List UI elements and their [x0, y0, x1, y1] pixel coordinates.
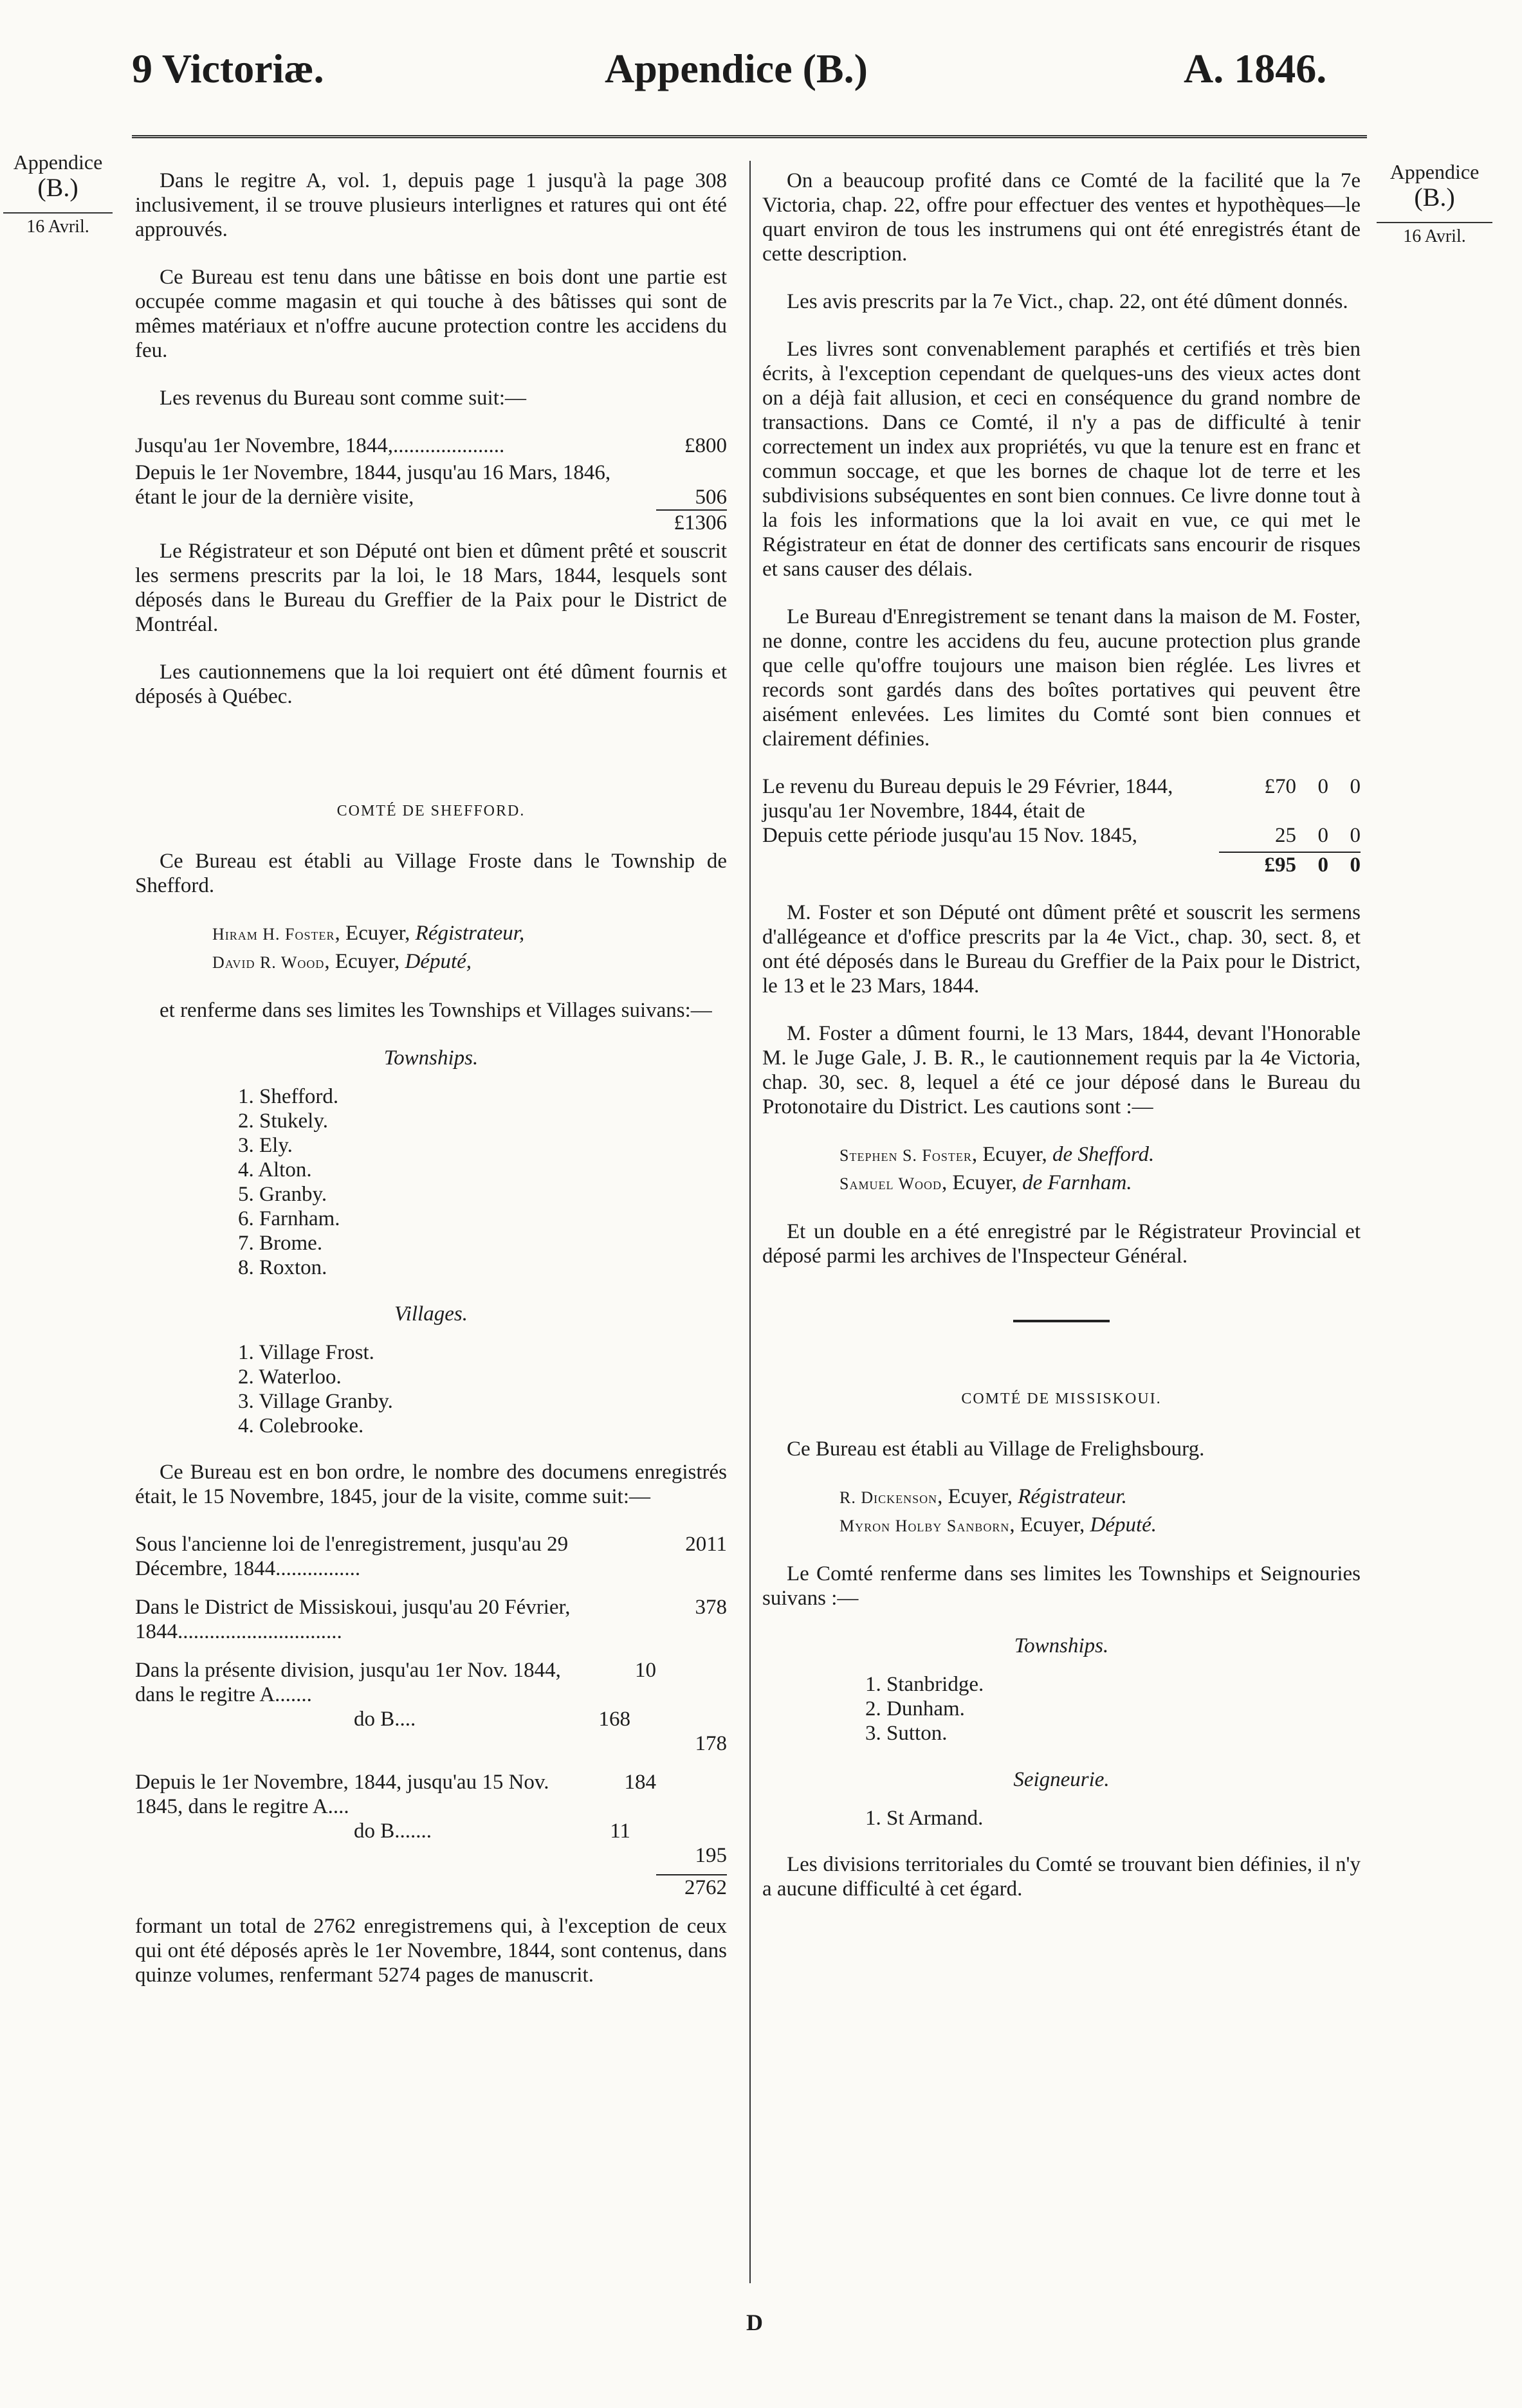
list-item: 6. Farnham.	[238, 1207, 340, 1230]
revenue-row-1: Le revenu du Bureau depuis le 29 Février, 1844, jusqu'au 1er Novembre, 1844, était de £70 0 0	[762, 775, 1361, 823]
officer-registrar: R. Dickenson, Ecuyer, Régistrateur.	[839, 1485, 1127, 1508]
registration-total: 2762	[684, 1876, 727, 1899]
registration-row-1: Sous l'ancienne loi de l'enregistrement, jusqu'au 29 Décembre, 1844................ 2011	[135, 1533, 727, 1580]
townships-list	[238, 1084, 727, 1280]
surety-2: Samuel Wood, Ecuyer, de Farnham.	[839, 1171, 1132, 1194]
officers-missiskoui	[839, 1484, 1361, 1538]
revenue-total: £1306	[656, 509, 727, 535]
list-item: 8. Roxton.	[238, 1256, 327, 1279]
villages-heading: Villages.	[394, 1302, 468, 1326]
section-title-missiskoui: COMTÉ DE MISSISKOUI.	[961, 1391, 1162, 1407]
townships-heading: Townships.	[383, 1046, 479, 1070]
right-paragraph-6: M. Foster a dûment fourni, le 13 Mars, 1844, devant l'Honorable M. le Juge Gale, J. B. R., le cautionnement requis par la 4e Victoria, chap. 30, sec. 8, lequel a été ce jour déposé dans le Bureau du Protonotaire du District. Les cautions sont :—	[762, 1022, 1361, 1118]
villages-list	[238, 1340, 727, 1438]
left-paragraph-4: Le Régistrateur et son Député ont bien et dûment prêté et souscrit les sermens prescrits par la loi, le 18 Mars, 1844, lesquels sont déposés dans le Bureau du Greffier de la Paix pour le District de Montréal.	[135, 540, 727, 636]
left-paragraph-1: Dans le regitre A, vol. 1, depuis page 1 jusqu'à la page 308 inclusivement, il se trouve plusieurs interlignes et ratures qui ont été approuvés.	[135, 169, 727, 241]
right-paragraph-1: On a beaucoup profité dans ce Comté de la facilité que la 7e Victoria, chap. 22, offre pour effectuer des ventes et hypothèques—le quart environ de tous les instrumens qui ont été enregistrés étant de cette description.	[762, 169, 1361, 266]
list-item: 2. Waterloo.	[238, 1365, 342, 1389]
margin-left-date: 16 Avril.	[3, 212, 113, 237]
signature-mark: D	[746, 2310, 763, 2335]
revenue-total: £95 0 0	[1264, 853, 1361, 877]
margin-left-line2: (B.)	[37, 173, 78, 203]
list-item: 3. Village Granby.	[238, 1390, 393, 1413]
margin-right-date: 16 Avril.	[1377, 222, 1492, 247]
left-paragraph-3: Les revenus du Bureau sont comme suit:—	[160, 387, 527, 410]
registration-row-2: Dans le District de Missiskoui, jusqu'au 20 Février, 1844............................... 378	[135, 1596, 727, 1643]
header-right: A. 1846.	[1184, 46, 1327, 91]
officer-deputy: Myron Holby Sanborn, Ecuyer, Député.	[839, 1513, 1157, 1537]
margin-note-right	[1377, 161, 1492, 247]
right-paragraph-10: Les divisions territoriales du Comté se trouvant bien définies, il n'y a aucune difficulté à cet égard.	[762, 1853, 1361, 1901]
revenue-row-1: Jusqu'au 1er Novembre, 1844,..................... £800	[135, 434, 727, 457]
left-paragraph-7: et renferme dans ses limites les Townships et Villages suivans:—	[160, 999, 712, 1022]
registration-row-4: Depuis le 1er Novembre, 1844, jusqu'au 15 Nov. 1845, dans le regitre A.... 184 do B....... 11 195	[135, 1771, 727, 1867]
list-item: 2. Stukely.	[238, 1109, 328, 1133]
registration-row-3: Dans la présente division, jusqu'au 1er Nov. 1844, dans le regitre A....... 10 do B.... 168 178	[135, 1659, 727, 1755]
officers-shefford	[212, 921, 727, 975]
right-paragraph-9: Le Comté renferme dans ses limites les Townships et Seignouries suivans :—	[762, 1562, 1361, 1610]
list-item: 3. Ely.	[238, 1134, 293, 1157]
officer-registrar: Hiram H. Foster, Ecuyer, Régistrateur,	[212, 922, 525, 945]
revenue-row-2: Depuis le 1er Novembre, 1844, jusqu'au 16 Mars, 1846, étant le jour de la dernière visite, 506	[135, 461, 727, 509]
list-item: 2. Dunham.	[865, 1697, 965, 1720]
list-item: 4. Colebrooke.	[238, 1414, 364, 1437]
right-paragraph-7: Et un double en a été enregistré par le Régistrateur Provincial et déposé parmi les archives de l'Inspecteur Général.	[762, 1220, 1361, 1268]
header-rule	[132, 135, 1367, 138]
left-paragraph-5: Les cautionnemens que la loi requiert ont été dûment fournis et déposés à Québec.	[135, 661, 727, 708]
officer-deputy: David R. Wood, Ecuyer, Député,	[212, 950, 472, 973]
surety-1: Stephen S. Foster, Ecuyer, de Shefford.	[839, 1143, 1155, 1166]
margin-right-line2: (B.)	[1414, 183, 1455, 212]
right-paragraph-3: Les livres sont convenablement paraphés et certifiés et très bien écrits, à l'exception cependant de quelques-uns des vieux actes dont on a déjà fait allusion, et ceci en conséquence du grand nombre de transactions. Dans ce Comté, il n'y a pas de difficulté à tenir correctement un index aux propriétés, vu que la tenure est en franc et commun soccage, et que les bornes de chaque lot de terre et les subdivisions subséquentes en sont bien connues. Ce livre donne tout à la fois les informations que la loi avait en vue, ce qui met le Régistrateur en état de donner des certificats sans encourir de risques et sans causer des délais.	[762, 338, 1361, 581]
column-divider	[749, 161, 751, 2283]
seigneurie-list	[865, 1806, 1361, 1830]
list-item: 5. Granby.	[238, 1183, 327, 1206]
left-paragraph-9: formant un total de 2762 enregistremens qui, à l'exception de ceux qui ont été déposés après le 1er Novembre, 1844, sont contenus, dans quinze volumes, renfermant 5274 pages de manuscrit.	[135, 1915, 727, 1987]
townships-list	[865, 1672, 1361, 1746]
revenue-table-missiskoui	[762, 774, 1361, 877]
list-item: 1. Stanbridge.	[865, 1673, 984, 1696]
margin-note-left	[3, 151, 113, 237]
townships-heading: Townships.	[1014, 1634, 1109, 1657]
margin-left-line1: Appendice	[13, 150, 103, 174]
left-paragraph-2: Ce Bureau est tenu dans une bâtisse en bois dont une partie est occupée comme magasin et qui touche à des bâtisses qui sont de mêmes matériaux et n'offre aucune protection contre les accidens du feu.	[135, 266, 727, 362]
list-item: 1. Village Frost.	[238, 1341, 374, 1364]
seigneurie-heading: Seigneurie.	[1013, 1768, 1110, 1791]
left-paragraph-6: Ce Bureau est établi au Village Froste dans le Township de Shefford.	[135, 850, 727, 897]
list-item: 3. Sutton.	[865, 1722, 948, 1745]
right-paragraph-5: M. Foster et son Député ont dûment prêté et souscrit les sermens d'allégeance et d'office prescrits par la 4e Vict., chap. 30, sect. 8, et ont été déposés dans le Bureau du Greffier de la Paix pour le District, le 13 et le 23 Mars, 1844.	[762, 901, 1361, 998]
section-title-shefford: COMTÉ DE SHEFFORD.	[336, 803, 526, 819]
margin-right-line1: Appendice	[1389, 160, 1480, 183]
header-center: Appendice (B.)	[605, 46, 868, 91]
left-column	[135, 169, 727, 2011]
list-item: 1. Shefford.	[238, 1085, 339, 1108]
right-paragraph-8: Ce Bureau est établi au Village de Frelighsbourg.	[787, 1437, 1205, 1461]
left-paragraph-8: Ce Bureau est en bon ordre, le nombre des documens enregistrés était, le 15 Novembre, 1845, jour de la visite, comme suit:—	[135, 1461, 727, 1508]
right-paragraph-2: Les avis prescrits par la 7e Vict., chap. 22, ont été dûment donnés.	[787, 290, 1348, 313]
right-column	[762, 169, 1361, 1924]
right-paragraph-4: Le Bureau d'Enregistrement se tenant dans la maison de M. Foster, ne donne, contre les accidens du feu, aucune protection plus grande que celle qu'offre toujours une maison bien réglée. Les livres et records sont gardés dans des boîtes portatives qui peuvent être aisément enlevées. Les limites du Comté sont bien connues et clairement définies.	[762, 605, 1361, 751]
revenue-row-2: Depuis cette période jusqu'au 15 Nov. 1845, 25 0 0	[762, 824, 1361, 847]
section-separator	[1013, 1320, 1110, 1322]
list-item: 4. Alton.	[238, 1158, 312, 1181]
list-item: 1. St Armand.	[865, 1807, 984, 1830]
sureties	[839, 1142, 1361, 1196]
header-left: 9 Victoriæ.	[132, 46, 324, 91]
list-item: 7. Brome.	[238, 1232, 323, 1255]
